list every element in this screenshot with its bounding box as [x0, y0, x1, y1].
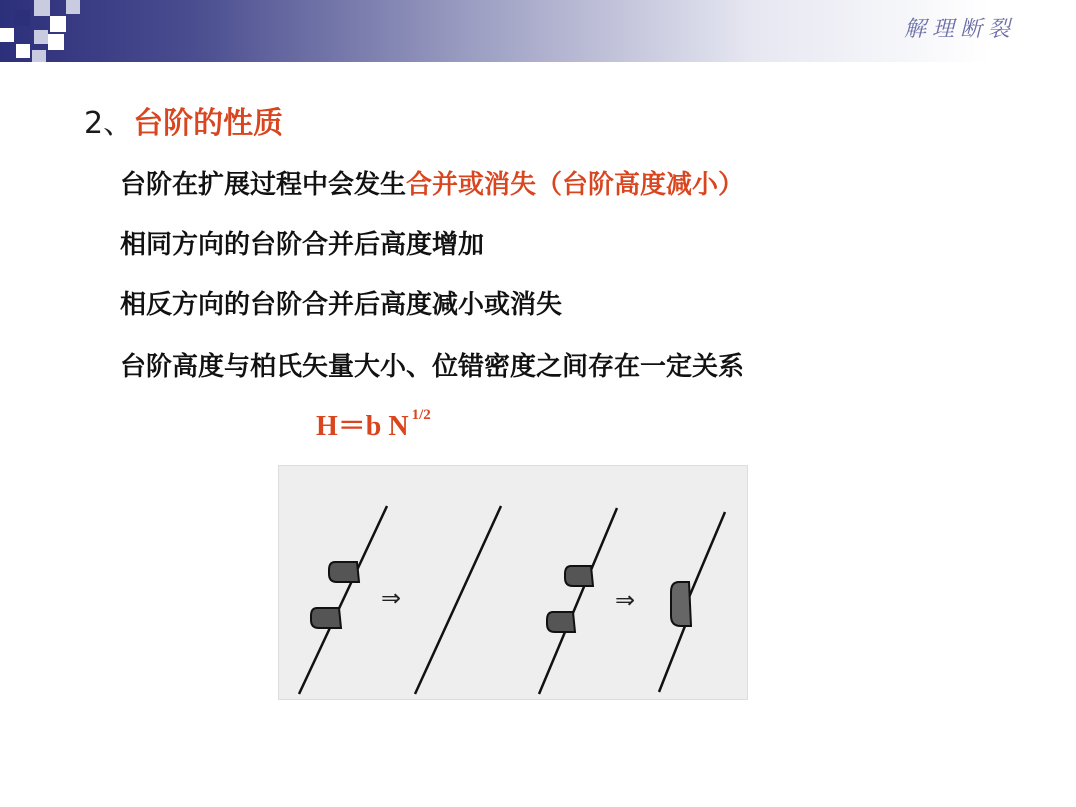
merge-arrow-1: ⇒	[381, 584, 402, 612]
step-upper-3	[565, 566, 593, 586]
step-diagram	[279, 466, 747, 699]
formula-main: H＝b N	[316, 411, 409, 442]
formula	[316, 404, 431, 444]
step-lower-3	[547, 612, 575, 632]
bullet-2: 相同方向的台阶合并后高度增加	[120, 230, 485, 260]
step-lower-1	[311, 608, 341, 628]
section-title: 台阶的性质	[133, 106, 284, 141]
bullet-3: 相反方向的台阶合并后高度减小或消失	[120, 290, 563, 320]
bullet-4: 台阶高度与柏氏矢量大小、位错密度之间存在一定关系	[120, 352, 745, 382]
step-upper-1	[329, 562, 359, 582]
formula-exponent: 1/2	[411, 406, 431, 423]
crack-line-3	[539, 508, 617, 694]
crack-line-4-lower	[659, 626, 685, 692]
merge-arrow-2: ⇒	[615, 586, 636, 614]
bullet-1-highlight: 合并或消失（台阶高度减小）	[406, 170, 745, 200]
crack-line-1	[299, 506, 387, 694]
section-heading	[84, 98, 283, 142]
crack-line-2	[415, 506, 501, 694]
section-number: 2、	[84, 106, 134, 141]
step-merge-figure	[278, 465, 748, 700]
crack-line-4-upper	[687, 512, 725, 602]
header-title: 解理断裂	[903, 17, 1016, 42]
step-merged-4	[671, 582, 691, 626]
bullet-1-text: 台阶在扩展过程中会发生	[120, 170, 407, 200]
bullet-1	[120, 164, 744, 201]
